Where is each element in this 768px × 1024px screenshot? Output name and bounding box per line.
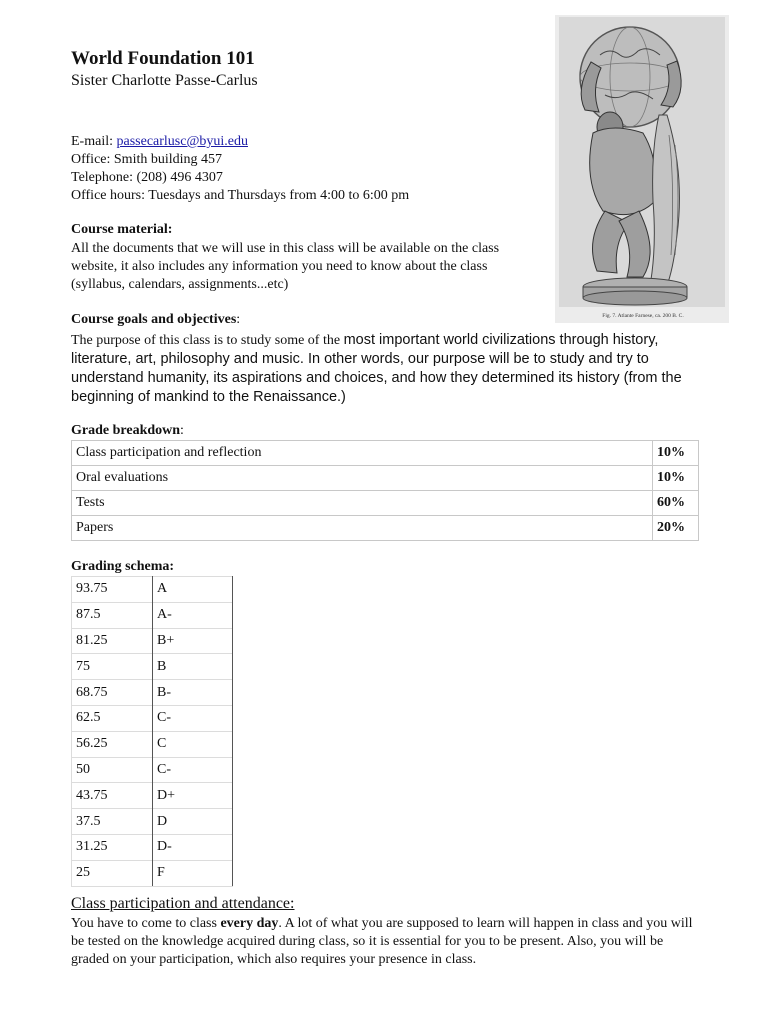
goals-heading-text: Course goals and objectives [71,312,237,327]
schema-grade: A- [153,602,233,628]
instructor-name: Sister Charlotte Passe-Carlus [71,72,258,89]
schema-row [72,809,233,835]
figure-caption: Fig. 7. Atlante Farnese, ca. 200 B. C. [602,313,684,319]
atlas-statue-image [555,15,729,323]
telephone-line: Telephone: (208) 496 4307 [71,170,223,185]
participation-heading-text: Class participation and attendance [71,895,291,912]
schema-score: 62.5 [72,705,153,731]
grade-breakdown-table [71,440,699,541]
schema-row [72,654,233,680]
schema-grade: A [153,577,233,603]
schema-score: 81.25 [72,628,153,654]
grade-percent: 60% [653,491,699,516]
participation-body-emphasis: every day [220,916,279,931]
grade-percent: 10% [653,466,699,491]
schema-row [72,834,233,860]
schema-score: 37.5 [72,809,153,835]
schema-row [72,860,233,886]
grade-item: Papers [72,516,653,541]
email-label: E-mail: [71,134,117,149]
grade-breakdown-heading [71,423,184,439]
schema-score: 43.75 [72,783,153,809]
goals-heading-colon: : [236,312,241,327]
email-line [71,133,248,151]
course-title: World Foundation 101 [71,48,255,69]
schema-row [72,680,233,706]
schema-grade: B+ [153,628,233,654]
schema-score: 50 [72,757,153,783]
schema-row [72,757,233,783]
schema-row [72,731,233,757]
schema-score: 75 [72,654,153,680]
schema-row [72,628,233,654]
schema-score: 68.75 [72,680,153,706]
goals-body [71,331,711,407]
grading-schema-heading: Grading schema: [71,559,175,574]
schema-grade: D+ [153,783,233,809]
schema-row [72,577,233,603]
participation-heading [71,895,294,913]
grade-row [72,491,699,516]
schema-grade: C [153,731,233,757]
grade-breakdown-heading-colon: : [180,423,184,438]
schema-score: 25 [72,860,153,886]
participation-heading-colon: : [290,895,295,912]
schema-row [72,602,233,628]
participation-body [71,915,701,969]
grading-schema-table [71,576,233,887]
grade-item: Tests [72,491,653,516]
office-hours-line: Office hours: Tuesdays and Thursdays from 4:00 to 6:00 pm [71,188,410,203]
goals-heading [71,312,240,328]
schema-score: 87.5 [72,602,153,628]
participation-body-part2: . A lot of what you are supposed to learn will happen in class and you will be tested on the knowledge acquired during class, so it is essential for you to be present. Also, you will be graded on your participation, which also requires your presence in class. [71,916,693,967]
schema-grade: D [153,809,233,835]
grade-item: Class participation and reflection [72,441,653,466]
grade-row [72,441,699,466]
schema-grade: B [153,654,233,680]
grade-breakdown-heading-text: Grade breakdown [71,423,181,438]
schema-row [72,783,233,809]
schema-score: 56.25 [72,731,153,757]
schema-grade: F [153,860,233,886]
schema-row [72,705,233,731]
course-material-body: All the documents that we will use in this class will be available on the class website, it also includes any information you need to know about the class (syllabus, calendars, assignments...etc) [71,241,500,292]
grade-percent: 10% [653,441,699,466]
grade-item: Oral evaluations [72,466,653,491]
schema-grade: C- [153,705,233,731]
goals-body-sans: most important world civilizations through history, literature, art, philosophy and music. In other words, our purpose will be to study and try to understand humanity, its aspirations and choices, and how they determined its history (from the beginning of mankind to the Renaissance.) [71,332,682,405]
schema-score: 93.75 [72,577,153,603]
email-link[interactable]: passecarlusc@byui.edu [116,134,248,149]
schema-grade: B- [153,680,233,706]
grade-row [72,516,699,541]
goals-body-serif: The purpose of this class is to study some of the [71,333,344,348]
schema-grade: C- [153,757,233,783]
schema-grade: D- [153,834,233,860]
office-line: Office: Smith building 457 [71,152,223,167]
course-material-heading: Course material: [71,222,173,237]
participation-body-part1: You have to come to class [71,916,221,931]
schema-score: 31.25 [72,834,153,860]
grade-row [72,466,699,491]
grade-percent: 20% [653,516,699,541]
